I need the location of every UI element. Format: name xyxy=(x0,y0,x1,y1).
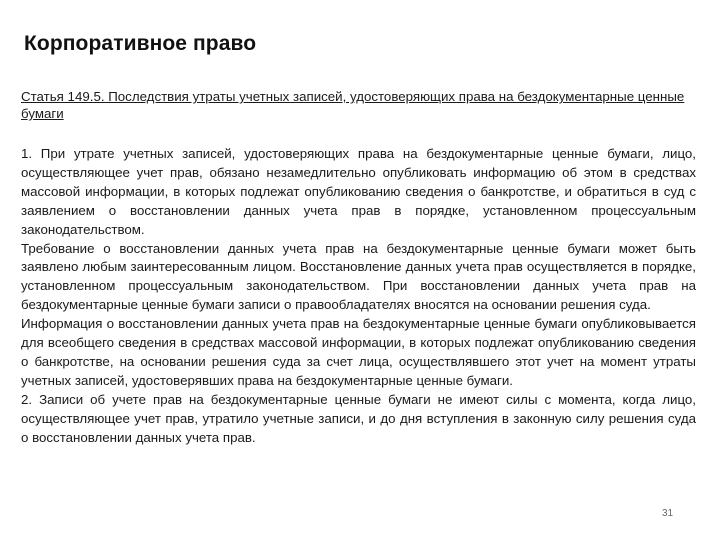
article-paragraph-3: Информация о восстановлении данных учета прав на бездокументарные ценные бумаги опубликовывается для всеобщего сведения в средствах массовой информации, в которых подлежат опубликованию сведения о банкротстве, на основании решения суда за счет лица, осуществлявшего этот учет на момент утраты учетных записей, удостоверявших права на бездокументарные ценные бумаги. xyxy=(21,316,696,388)
article-body xyxy=(21,145,696,448)
page-number: 31 xyxy=(662,508,674,519)
article-paragraph-1: 1. При утрате учетных записей, удостоверяющих права на бездокументарные ценные бумаги, лицо, осуществляющее учет прав, обязано незамедлительно опубликовать информацию об этом в средствах массовой информации, в которых подлежат опубликованию сведения о банкротстве, и обратиться в суд с заявлением о восстановлении данных учета прав в порядке, установленном процессуальным законодательством. xyxy=(21,146,696,237)
slide-title: Корпоративное право xyxy=(24,32,257,55)
article-paragraph-2: Требование о восстановлении данных учета прав на бездокументарные ценные бумаги может быть заявлено любым заинтересованным лицом. Восстановление данных учета прав осуществляется в порядке, установленном процессуальным законодательством. При восстановлении данных учета прав на бездокументарные ценные бумаги записи о правообладателях вносятся на основании решения суда. xyxy=(21,240,696,313)
article-paragraph-4: 2. Записи об учете прав на бездокументарные ценные бумаги не имеют силы с момента, когда лицо, осуществляющее учет прав, утратило учетные записи, и до дня вступления в законную силу решения суда о восстановлении данных учета прав. xyxy=(21,391,696,445)
article-heading: Статья 149.5. Последствия утраты учетных записей, удостоверяющих права на бездокументарные ценные бумаги xyxy=(21,89,685,121)
